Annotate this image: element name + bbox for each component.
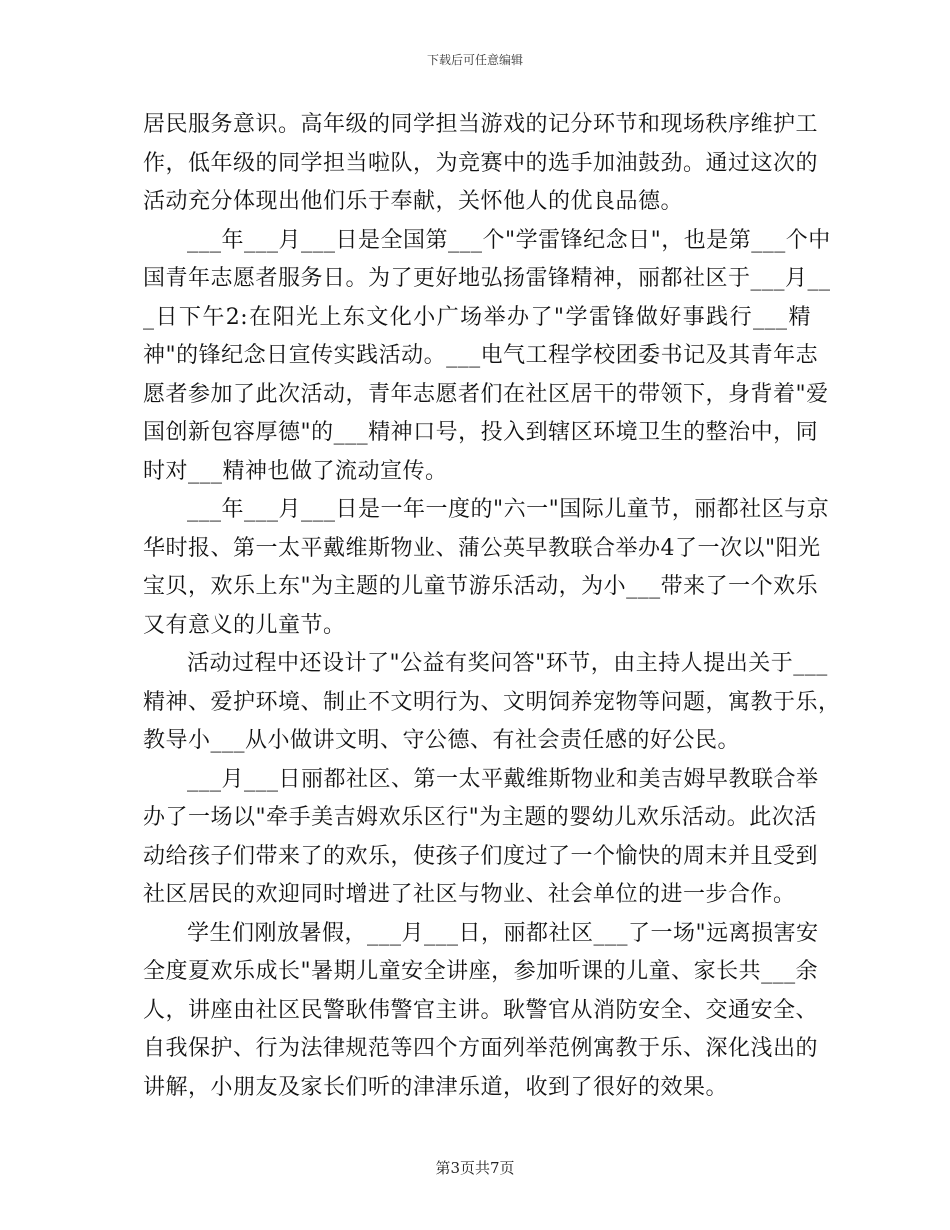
document-body <box>143 106 841 1107</box>
text-line: 居民服务意识。高年级的同学担当游戏的记分环节和现场秩序维护工 <box>143 112 819 137</box>
text-line: 活动过程中还设计了"公益有奖问答"环节，由主持人提出关于___ <box>187 651 828 676</box>
text-line: 时对___精神也做了流动宣传。 <box>143 458 448 484</box>
text-line: 全度夏欢乐成长"暑期儿童安全讲座，参加听课的儿童、家长共___余 <box>143 959 819 984</box>
text-line: _日下午2:在阳光上东文化小广场举办了"学雷锋做好事践行___精 <box>143 304 811 330</box>
text-line: ___年___月___日是全国第___个"学雷锋纪念日"，也是第___个中 <box>187 227 831 253</box>
text-line: 社区居民的欢迎同时增进了社区与物业、社会单位的进一步合作。 <box>143 882 796 907</box>
text-line: 办了一场以"牵手美吉姆欢乐区行"为主题的婴幼儿欢乐活动。此次活 <box>143 805 817 830</box>
page-footer: 第3页共7页 <box>435 1159 515 1177</box>
text-line: 神"的锋纪念日宣传实践活动。___电气工程学校团委书记及其青年志 <box>143 343 819 368</box>
text-line: 自我保护、行为法律规范等四个方面列举范例寓教于乐、深化浅出的 <box>143 1036 819 1061</box>
text-line: 动给孩子们带来了的欢乐，使孩子们度过了一个愉快的周末并且受到 <box>143 843 819 869</box>
text-line: ___月___日丽都社区、第一太平戴维斯物业和美吉姆早教联合举 <box>187 766 819 792</box>
text-line: 教导小___从小做讲文明、守公德、有社会责任感的好公民。 <box>143 728 741 753</box>
page-header: 下载后可任意编辑 <box>426 53 523 67</box>
text-line: 又有意义的儿童节。 <box>143 612 346 638</box>
text-line: 国创新包容厚德"的___精神口号，投入到辖区环境卫生的整治中，同 <box>143 420 819 445</box>
text-line: 国青年志愿者服务日。为了更好地弘扬雷锋精神，丽都社区于___月__ <box>143 266 831 291</box>
text-line: ___年___月___日是一年一度的"六一"国际儿童节，丽都社区与京 <box>187 497 830 522</box>
text-line: 精神、爱护环境、制止不文明行为、文明饲养宠物等问题，寓教于乐， <box>143 689 841 715</box>
text-line: 人，讲座由社区民警耿伟警官主讲。耿警官从消防安全、交通安全、 <box>143 997 819 1023</box>
text-line: 华时报、第一太平戴维斯物业、蒲公英早教联合举办4了一次以"阳光 <box>143 535 821 561</box>
text-line: 作，低年级的同学担当啦队，为竞赛中的选手加油鼓劲。通过这次的 <box>143 150 819 176</box>
text-line: 学生们刚放暑假，___月___日，丽都社区___了一场"远离损害安 <box>187 920 819 946</box>
text-line: 讲解，小朋友及家长们听的津津乐道，收到了很好的效果。 <box>143 1074 729 1100</box>
text-line: 愿者参加了此次活动，青年志愿者们在社区居干的带领下，身背着"爱 <box>143 381 829 407</box>
text-line: 活动充分体现出他们乐于奉献，关怀他人的优良品德。 <box>143 189 684 214</box>
text-line: 宝贝，欢乐上东"为主题的儿童节游乐活动，为小___带来了一个欢乐 <box>143 574 819 599</box>
